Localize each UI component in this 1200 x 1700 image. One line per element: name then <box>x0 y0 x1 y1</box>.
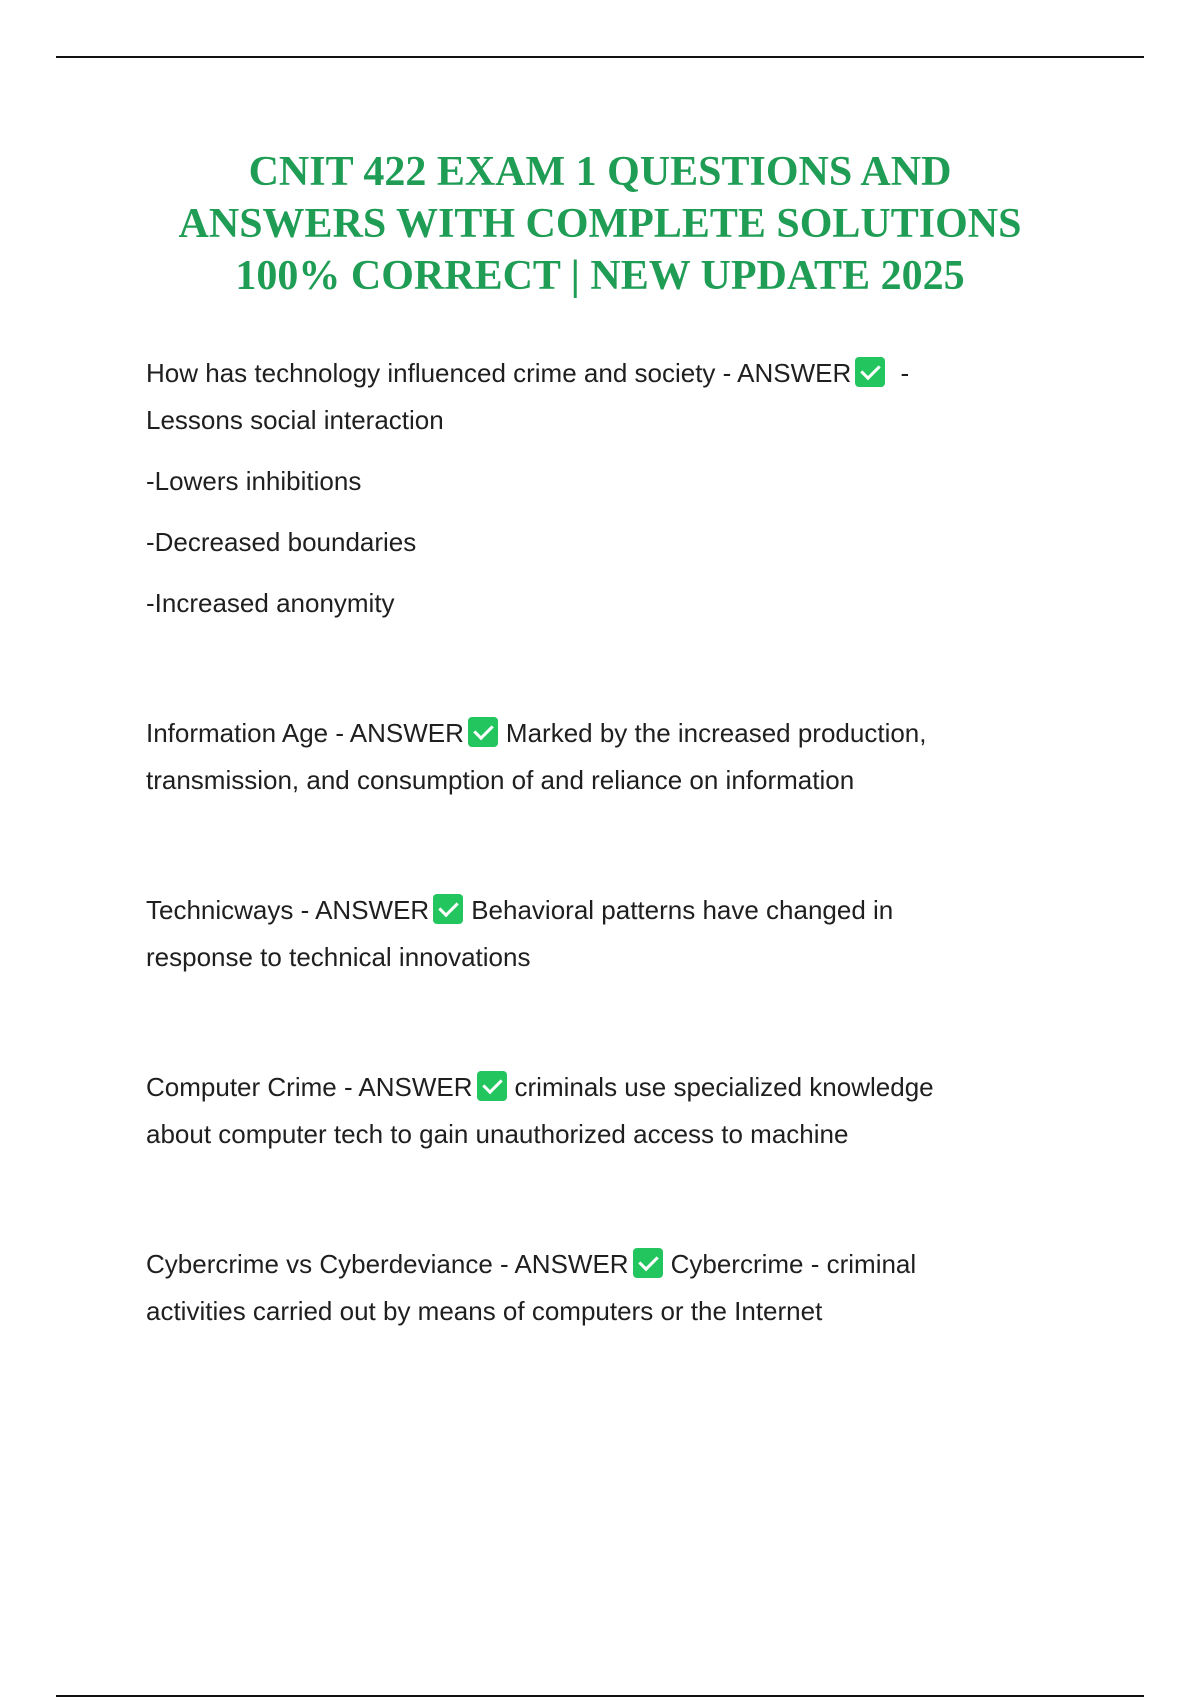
check-box-icon <box>468 717 498 747</box>
answer-text-continued: about computer tech to gain unauthorized access to machine <box>146 1119 849 1149</box>
top-rule <box>56 56 1144 58</box>
question-text: How has technology influenced crime and society <box>146 358 716 388</box>
answer-text: criminals use specialized knowledge <box>514 1072 934 1102</box>
qa-list <box>146 350 1086 1418</box>
answer-bullet: -Lowers inhibitions <box>146 466 362 496</box>
answer-text-continued: transmission, and consumption of and reliance on information <box>146 765 855 795</box>
qa-line <box>146 350 1086 397</box>
answer-text: Marked by the increased production, <box>505 718 927 748</box>
answer-text: Cybercrime - criminal <box>670 1249 917 1279</box>
answer-separator: - ANSWER <box>336 1072 473 1102</box>
answer-separator: - ANSWER <box>715 358 852 388</box>
qa-item-cybercrime-vs-cyberdeviance <box>146 1241 1086 1335</box>
qa-line <box>146 710 1086 757</box>
document-title <box>60 146 1140 302</box>
question-text: Computer Crime <box>146 1072 337 1102</box>
question-text: Information Age <box>146 718 329 748</box>
answer-text-continued: response to technical innovations <box>146 942 531 972</box>
check-box-icon <box>433 894 463 924</box>
answer-bullet: -Decreased boundaries <box>146 527 417 557</box>
answer-dash: - <box>893 358 910 388</box>
answer-text: Lessons social interaction <box>146 405 444 435</box>
qa-item-information-age <box>146 710 1086 804</box>
title-line-3: 100% CORRECT | NEW UPDATE 2025 <box>235 253 965 299</box>
answer-separator: - ANSWER <box>492 1249 629 1279</box>
question-text: Cybercrime vs Cyberdeviance <box>146 1249 493 1279</box>
check-box-icon <box>477 1071 507 1101</box>
title-line-1: CNIT 422 EXAM 1 QUESTIONS AND <box>248 149 952 195</box>
answer-text: Behavioral patterns have changed in <box>471 895 894 925</box>
answer-separator: - ANSWER <box>293 895 430 925</box>
qa-item-technicways <box>146 887 1086 981</box>
qa-line <box>146 1241 1086 1288</box>
qa-item-computer-crime <box>146 1064 1086 1158</box>
qa-line <box>146 1064 1086 1111</box>
check-box-icon <box>855 357 885 387</box>
question-text: Technicways <box>146 895 294 925</box>
answer-text-continued: activities carried out by means of computers or the Internet <box>146 1296 823 1326</box>
check-box-icon <box>633 1248 663 1278</box>
bottom-rule <box>56 1695 1144 1697</box>
title-line-2: ANSWERS WITH COMPLETE SOLUTIONS <box>178 201 1022 247</box>
qa-item-technology-influence <box>146 350 1086 627</box>
answer-separator: - ANSWER <box>328 718 464 748</box>
answer-bullet: -Increased anonymity <box>146 588 395 618</box>
qa-line <box>146 887 1086 934</box>
